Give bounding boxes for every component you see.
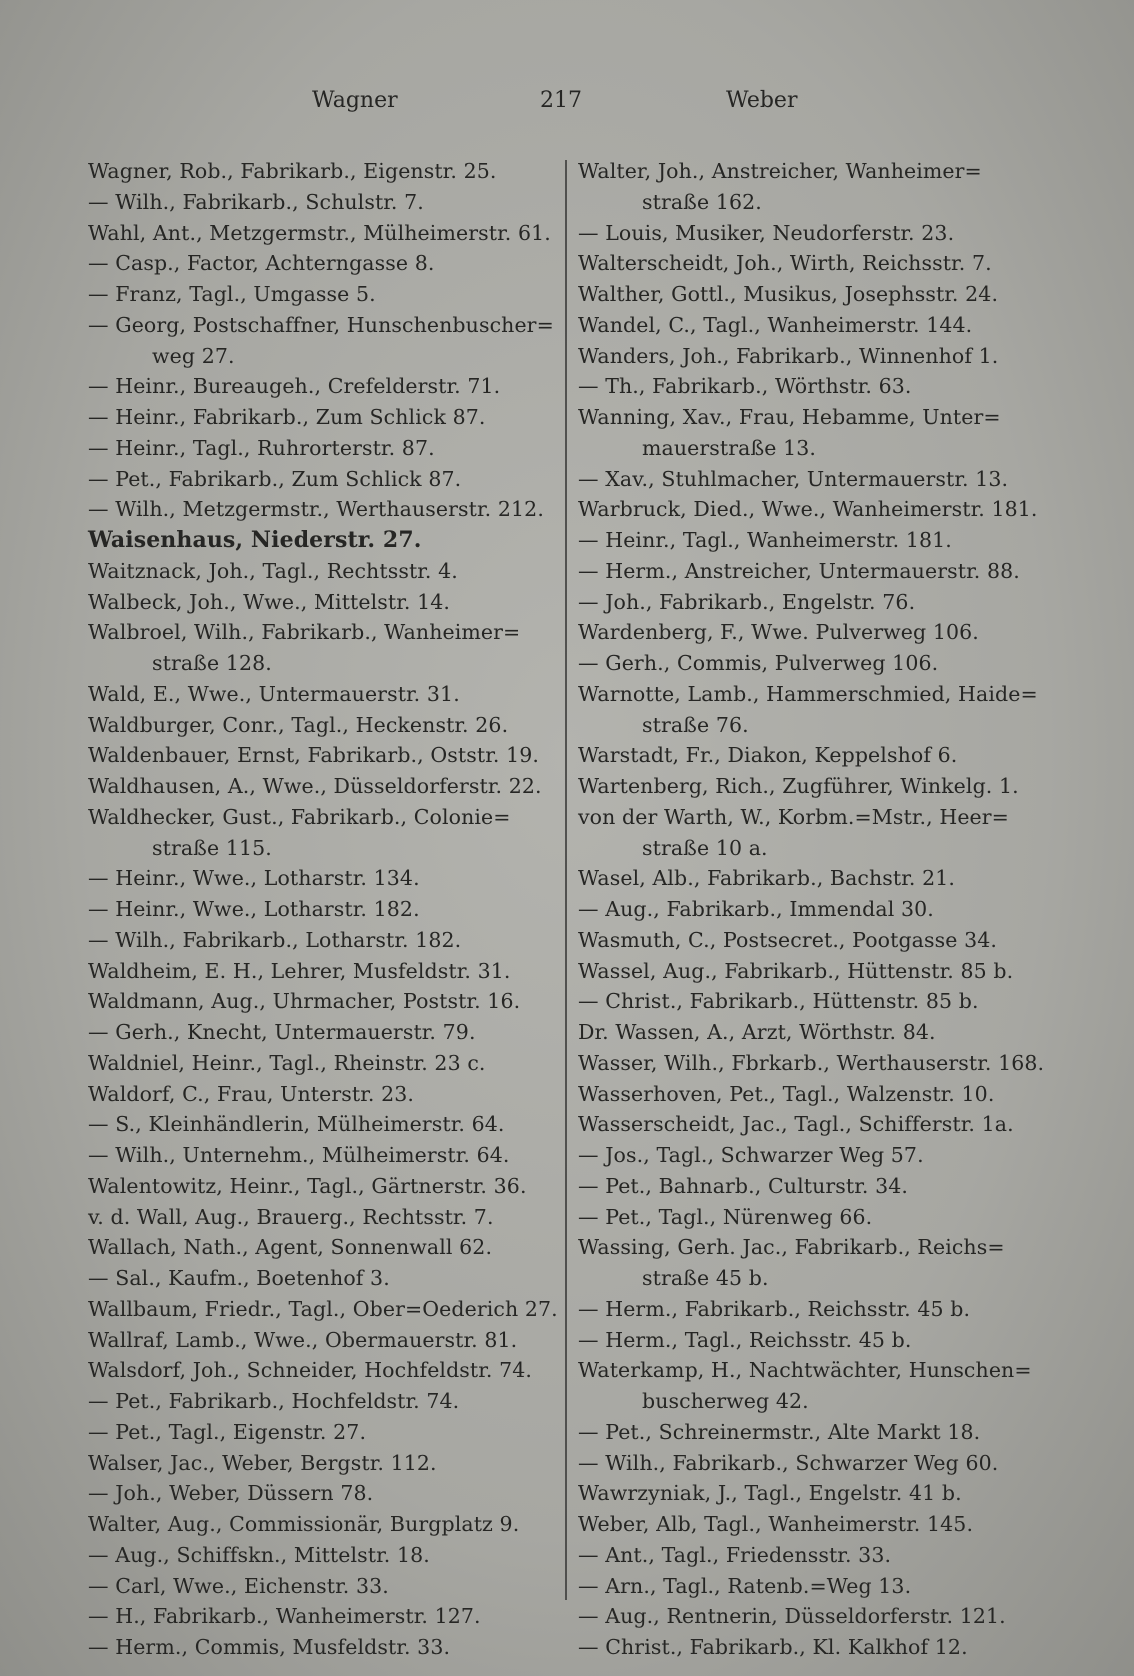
directory-entry bbox=[578, 1325, 1046, 1356]
directory-entry bbox=[578, 617, 1046, 648]
directory-entry bbox=[88, 1478, 556, 1509]
entry-line: — Pet., Schreinermstr., Alte Markt 18. bbox=[578, 1419, 981, 1444]
directory-entry bbox=[88, 1509, 556, 1540]
directory-entry bbox=[578, 1601, 1046, 1632]
directory-entry bbox=[578, 218, 1046, 249]
entry-continuation-line: straße 115. bbox=[152, 835, 272, 860]
directory-entry bbox=[578, 894, 1046, 925]
right-column bbox=[578, 156, 1046, 1663]
directory-entry bbox=[88, 1601, 556, 1632]
directory-entry bbox=[578, 464, 1046, 495]
directory-entry bbox=[578, 925, 1046, 956]
directory-entry bbox=[88, 556, 556, 587]
directory-entry bbox=[88, 494, 556, 525]
entry-line: — Jos., Tagl., Schwarzer Weg 57. bbox=[578, 1143, 924, 1167]
entry-line: — Joh., Weber, Düssern 78. bbox=[88, 1481, 374, 1506]
entry-continuation-line: mauerstraße 13. bbox=[642, 435, 817, 460]
entry-line: Wahl, Ant., Metzgermstr., Mülheimerstr. 61. bbox=[88, 220, 551, 245]
directory-entry bbox=[88, 1263, 556, 1294]
directory-entry bbox=[578, 1048, 1046, 1079]
directory-entry bbox=[88, 1140, 556, 1171]
directory-entry bbox=[578, 156, 1046, 218]
entry-line: — Wilh., Fabrikarb., Schulstr. 7. bbox=[88, 189, 424, 214]
entry-line: — Heinr., Tagl., Ruhrorterstr. 87. bbox=[88, 435, 435, 460]
directory-entry bbox=[578, 1109, 1046, 1140]
entry-line: — Christ., Fabrikarb., Hüttenstr. 85 b. bbox=[578, 989, 979, 1014]
entry-line: — Sal., Kaufm., Boetenhof 3. bbox=[88, 1266, 390, 1290]
entry-line: Walterscheidt, Joh., Wirth, Reichsstr. 7. bbox=[578, 251, 992, 276]
entry-continuation-line: weg 27. bbox=[152, 343, 235, 368]
running-header bbox=[0, 88, 1134, 122]
directory-entry bbox=[88, 863, 556, 894]
entry-line: Waldhecker, Gust., Fabrikarb., Colonie= bbox=[88, 804, 511, 829]
directory-entry bbox=[578, 648, 1046, 679]
entry-line: Wardenberg, F., Wwe. Pulverweg 106. bbox=[578, 620, 979, 645]
directory-entry bbox=[578, 556, 1046, 587]
entry-line: Wassing, Gerh. Jac., Fabrikarb., Reichs= bbox=[578, 1235, 1005, 1260]
entry-line: Walther, Gottl., Musikus, Josephsstr. 24. bbox=[578, 282, 999, 306]
directory-entry bbox=[578, 1017, 1046, 1048]
entry-line: — Herm., Tagl., Reichsstr. 45 b. bbox=[578, 1327, 912, 1352]
directory-entry bbox=[578, 1478, 1046, 1509]
entry-line: Wallraf, Lamb., Wwe., Obermauerstr. 81. bbox=[88, 1327, 518, 1352]
directory-entry bbox=[578, 1232, 1046, 1294]
directory-entry bbox=[88, 925, 556, 956]
entry-line: von der Warth, W., Korbm.=Mstr., Heer= bbox=[578, 804, 1009, 829]
entry-line: — Franz, Tagl., Umgasse 5. bbox=[88, 282, 376, 306]
directory-entry bbox=[578, 279, 1046, 310]
directory-entry bbox=[88, 1017, 556, 1048]
directory-entry bbox=[578, 863, 1046, 894]
entry-line: Dr. Wassen, A., Arzt, Wörthstr. 84. bbox=[578, 1020, 936, 1044]
entry-line: Waldorf, C., Frau, Unterstr. 23. bbox=[88, 1081, 414, 1106]
entry-line: Wasserhoven, Pet., Tagl., Walzenstr. 10. bbox=[578, 1081, 995, 1106]
entry-line: Wasserscheidt, Jac., Tagl., Schifferstr. 1a. bbox=[578, 1112, 1014, 1137]
directory-entry bbox=[578, 679, 1046, 741]
directory-entry bbox=[88, 617, 556, 679]
entry-continuation-line: straße 10 a. bbox=[642, 835, 768, 860]
entry-line: — Pet., Fabrikarb., Zum Schlick 87. bbox=[88, 466, 462, 491]
directory-entry bbox=[88, 1417, 556, 1448]
directory-entry bbox=[88, 218, 556, 249]
entry-line: Wawrzyniak, J., Tagl., Engelstr. 41 b. bbox=[578, 1481, 962, 1506]
entry-line: Wasser, Wilh., Fbrkarb., Werthauserstr. 168. bbox=[578, 1050, 1045, 1075]
directory-entry bbox=[88, 433, 556, 464]
entry-continuation-line: straße 128. bbox=[152, 651, 272, 675]
directory-entry bbox=[578, 310, 1046, 341]
directory-entry bbox=[578, 1171, 1046, 1202]
entry-line: Walter, Joh., Anstreicher, Wanheimer= bbox=[578, 159, 982, 183]
entry-line: Walser, Jac., Weber, Bergstr. 112. bbox=[88, 1450, 437, 1475]
header-first-name: Wagner bbox=[312, 88, 398, 113]
directory-entry bbox=[578, 494, 1046, 525]
directory-entry bbox=[578, 525, 1046, 556]
directory-entry bbox=[578, 956, 1046, 987]
directory-entry bbox=[88, 279, 556, 310]
directory-entry bbox=[88, 802, 556, 864]
directory-entry bbox=[578, 1571, 1046, 1602]
entry-line: — Th., Fabrikarb., Wörthstr. 63. bbox=[578, 374, 912, 399]
entry-line: Waitznack, Joh., Tagl., Rechtsstr. 4. bbox=[88, 558, 458, 583]
header-last-name: Weber bbox=[726, 88, 798, 113]
directory-entry bbox=[88, 1355, 556, 1386]
directory-entry bbox=[578, 248, 1046, 279]
entry-line: Walbeck, Joh., Wwe., Mittelstr. 14. bbox=[88, 589, 451, 614]
directory-entry bbox=[578, 1202, 1046, 1233]
directory-entry bbox=[578, 802, 1046, 864]
directory-entry bbox=[578, 1509, 1046, 1540]
entry-line: — Pet., Fabrikarb., Hochfeldstr. 74. bbox=[88, 1389, 460, 1413]
directory-entry bbox=[88, 1294, 556, 1325]
entry-line: Weber, Alb, Tagl., Wanheimerstr. 145. bbox=[578, 1512, 974, 1536]
entry-line: Wald, E., Wwe., Untermauerstr. 31. bbox=[88, 681, 460, 706]
entry-line: Warstadt, Fr., Diakon, Keppelshof 6. bbox=[578, 743, 958, 768]
entry-line: Waisenhaus, Niederstr. 27. bbox=[88, 527, 422, 553]
entry-line: — Casp., Factor, Achterngasse 8. bbox=[88, 251, 435, 276]
directory-entry bbox=[578, 1294, 1046, 1325]
directory-entry bbox=[88, 1571, 556, 1602]
entry-line: Wagner, Rob., Fabrikarb., Eigenstr. 25. bbox=[88, 159, 497, 183]
entry-continuation-line: straße 76. bbox=[642, 712, 749, 737]
directory-entry bbox=[578, 1079, 1046, 1110]
directory-entry bbox=[88, 1048, 556, 1079]
entry-line: Waldenbauer, Ernst, Fabrikarb., Oststr. 19. bbox=[88, 743, 539, 768]
directory-entry bbox=[88, 402, 556, 433]
directory-entry bbox=[578, 1417, 1046, 1448]
entry-line: Wandel, C., Tagl., Wanheimerstr. 144. bbox=[578, 312, 973, 337]
entry-line: v. d. Wall, Aug., Brauerg., Rechtsstr. 7. bbox=[88, 1204, 494, 1229]
directory-entry bbox=[578, 1540, 1046, 1571]
entry-line: — Pet., Tagl., Nürenweg 66. bbox=[578, 1204, 873, 1229]
entry-line: Waterkamp, H., Nachtwächter, Hunschen= bbox=[578, 1358, 1032, 1383]
directory-entry bbox=[578, 341, 1046, 372]
entry-line: — Joh., Fabrikarb., Engelstr. 76. bbox=[578, 589, 916, 614]
entry-continuation-line: straße 162. bbox=[642, 189, 762, 214]
directory-entry bbox=[88, 986, 556, 1017]
directory-entry bbox=[88, 1325, 556, 1356]
entry-line: Walbroel, Wilh., Fabrikarb., Wanheimer= bbox=[88, 620, 521, 645]
entry-line: — Herm., Commis, Musfeldstr. 33. bbox=[88, 1635, 451, 1659]
directory-entry bbox=[88, 464, 556, 495]
directory-entry bbox=[88, 310, 556, 372]
directory-entry bbox=[578, 371, 1046, 402]
directory-entry bbox=[88, 679, 556, 710]
entry-line: Warbruck, Died., Wwe., Wanheimerstr. 181. bbox=[578, 497, 1038, 522]
entry-continuation-line: straße 45 b. bbox=[642, 1266, 769, 1290]
directory-entry bbox=[88, 1632, 556, 1663]
directory-entry bbox=[578, 1355, 1046, 1417]
entry-line: Wasmuth, C., Postsecret., Pootgasse 34. bbox=[578, 927, 997, 952]
entry-line: — Pet., Bahnarb., Culturstr. 34. bbox=[578, 1173, 909, 1198]
directory-entry bbox=[578, 986, 1046, 1017]
entry-line: Wasel, Alb., Fabrikarb., Bachstr. 21. bbox=[578, 866, 956, 891]
entry-line: — Aug., Fabrikarb., Immendal 30. bbox=[578, 897, 934, 921]
entry-line: — Xav., Stuhlmacher, Untermauerstr. 13. bbox=[578, 466, 1009, 491]
left-column bbox=[88, 156, 556, 1663]
entry-line: Wallbaum, Friedr., Tagl., Ober=Oederich 27. bbox=[88, 1296, 558, 1321]
directory-entry bbox=[578, 740, 1046, 771]
entry-line: — Pet., Tagl., Eigenstr. 27. bbox=[88, 1419, 367, 1444]
entry-line: Wassel, Aug., Fabrikarb., Hüttenstr. 85 b. bbox=[578, 958, 1014, 983]
entry-line: Waldhausen, A., Wwe., Düsseldorferstr. 22. bbox=[88, 774, 542, 798]
entry-line: — Heinr., Bureaugeh., Crefelderstr. 71. bbox=[88, 374, 501, 399]
directory-entry bbox=[88, 894, 556, 925]
entry-line: — Carl, Wwe., Eichenstr. 33. bbox=[88, 1573, 389, 1598]
directory-entry bbox=[88, 1540, 556, 1571]
directory-entry bbox=[88, 248, 556, 279]
page-number: 217 bbox=[540, 88, 582, 113]
entry-line: — Heinr., Tagl., Wanheimerstr. 181. bbox=[578, 528, 952, 552]
entry-line: Wallach, Nath., Agent, Sonnenwall 62. bbox=[88, 1235, 493, 1260]
entry-line: Wanders, Joh., Fabrikarb., Winnenhof 1. bbox=[578, 343, 999, 368]
directory-entry bbox=[88, 1232, 556, 1263]
directory-entry bbox=[88, 956, 556, 987]
directory-entry bbox=[88, 771, 556, 802]
directory-entry bbox=[88, 1448, 556, 1479]
entry-line: — S., Kleinhändlerin, Mülheimerstr. 64. bbox=[88, 1112, 505, 1137]
entry-line: — Arn., Tagl., Ratenb.=Weg 13. bbox=[578, 1573, 912, 1598]
entry-line: Waldburger, Conr., Tagl., Heckenstr. 26. bbox=[88, 712, 509, 737]
entry-line: Waldmann, Aug., Uhrmacher, Poststr. 16. bbox=[88, 989, 521, 1014]
directory-entry bbox=[578, 1632, 1046, 1663]
directory-entry bbox=[578, 1448, 1046, 1479]
directory-entry bbox=[88, 740, 556, 771]
directory-entry bbox=[88, 587, 556, 618]
entry-line: — Heinr., Wwe., Lotharstr. 134. bbox=[88, 866, 420, 891]
entry-line: — Heinr., Fabrikarb., Zum Schlick 87. bbox=[88, 405, 486, 429]
entry-line: — Heinr., Wwe., Lotharstr. 182. bbox=[88, 897, 420, 921]
directory-entry bbox=[88, 1079, 556, 1110]
directory-entry bbox=[88, 187, 556, 218]
entry-line: — Aug., Schiffskn., Mittelstr. 18. bbox=[88, 1542, 430, 1567]
entry-line: Warnotte, Lamb., Hammerschmied, Haide= bbox=[578, 681, 1038, 706]
entry-continuation-line: buscherweg 42. bbox=[642, 1389, 809, 1413]
entry-line: Walentowitz, Heinr., Tagl., Gärtnerstr. 36. bbox=[88, 1173, 527, 1198]
entry-line: — Herm., Anstreicher, Untermauerstr. 88. bbox=[578, 558, 1020, 583]
entry-line: Waldheim, E. H., Lehrer, Musfeldstr. 31. bbox=[88, 958, 511, 983]
entry-line: — Herm., Fabrikarb., Reichsstr. 45 b. bbox=[578, 1296, 971, 1321]
entry-line: — Gerh., Knecht, Untermauerstr. 79. bbox=[88, 1020, 476, 1044]
directory-entry bbox=[88, 710, 556, 741]
directory-entry bbox=[578, 587, 1046, 618]
directory-entry bbox=[88, 1109, 556, 1140]
directory-entry bbox=[88, 1171, 556, 1202]
directory-entry bbox=[578, 402, 1046, 464]
directory-entry bbox=[88, 525, 556, 556]
entry-line: — Gerh., Commis, Pulverweg 106. bbox=[578, 651, 939, 675]
entry-line: Wanning, Xav., Frau, Hebamme, Unter= bbox=[578, 405, 1001, 429]
entry-line: — Wilh., Unternehm., Mülheimerstr. 64. bbox=[88, 1143, 510, 1167]
entry-line: — Aug., Rentnerin, Düsseldorferstr. 121. bbox=[578, 1604, 1006, 1629]
entry-line: — H., Fabrikarb., Wanheimerstr. 127. bbox=[88, 1604, 481, 1629]
entry-line: — Wilh., Fabrikarb., Schwarzer Weg 60. bbox=[578, 1450, 999, 1475]
entry-line: — Ant., Tagl., Friedensstr. 33. bbox=[578, 1542, 892, 1567]
directory-entry bbox=[88, 371, 556, 402]
entry-line: Walsdorf, Joh., Schneider, Hochfeldstr. 74. bbox=[88, 1358, 533, 1383]
entry-line: Waldniel, Heinr., Tagl., Rheinstr. 23 c. bbox=[88, 1050, 486, 1075]
column-divider bbox=[565, 160, 567, 1600]
entry-line: — Wilh., Metzgermstr., Werthauserstr. 212. bbox=[88, 497, 544, 522]
entry-line: — Christ., Fabrikarb., Kl. Kalkhof 12. bbox=[578, 1635, 968, 1659]
entry-line: — Louis, Musiker, Neudorferstr. 23. bbox=[578, 220, 955, 245]
directory-entry bbox=[88, 1202, 556, 1233]
directory-entry bbox=[578, 1140, 1046, 1171]
directory-entry bbox=[578, 771, 1046, 802]
entry-line: — Wilh., Fabrikarb., Lotharstr. 182. bbox=[88, 927, 462, 952]
entry-line: Walter, Aug., Commissionär, Burgplatz 9. bbox=[88, 1512, 520, 1536]
entry-line: — Georg, Postschaffner, Hunschenbuscher= bbox=[88, 312, 554, 337]
directory-entry bbox=[88, 156, 556, 187]
directory-entry bbox=[88, 1386, 556, 1417]
entry-line: Wartenberg, Rich., Zugführer, Winkelg. 1. bbox=[578, 774, 1019, 798]
